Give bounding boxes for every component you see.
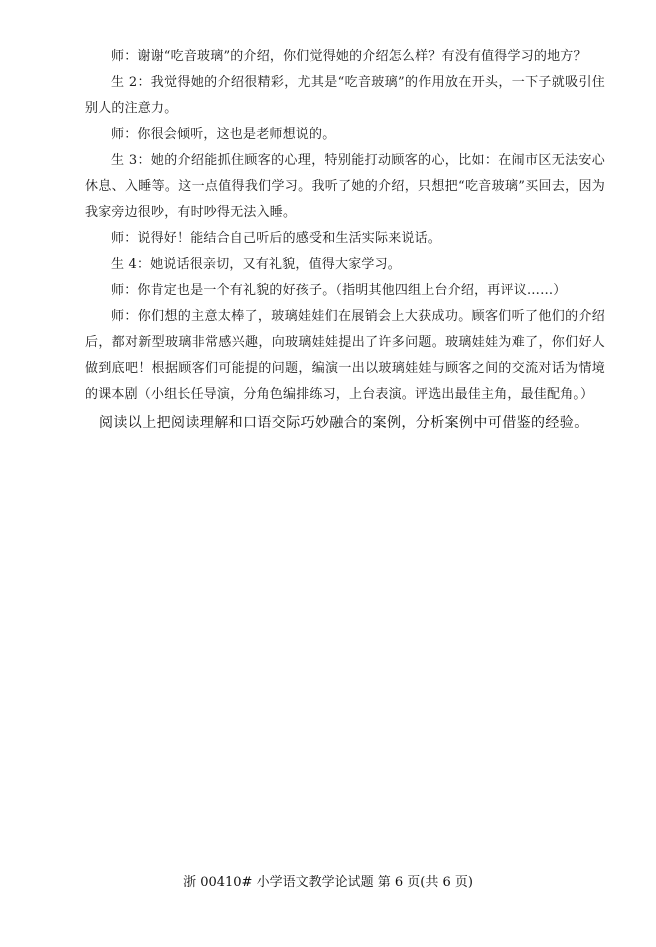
dialogue-teacher-2: 师：你很会倾听，这也是老师想说的。 bbox=[111, 127, 336, 142]
dialogue-student-2: 生 2：我觉得她的介绍很精彩，尤其是“吃音玻璃”的作用放在开头，一下子就吸引住别人的注意力。 bbox=[85, 75, 605, 116]
dialogue-student-4: 生 4：她说话很亲切，又有礼貌，值得大家学习。 bbox=[111, 257, 402, 272]
page-footer: 浙 00410# 小学语文教学论试题 第 6 页(共 6 页) bbox=[183, 875, 473, 890]
dialogue-teacher-4: 师：你肯定也是一个有礼貌的好孩子。（指明其他四组上台介绍，再评议……） bbox=[111, 283, 567, 298]
dialogue-teacher-5: 师：你们想的主意太棒了，玻璃娃娃们在展销会上大获成功。顾客们听了他们的介绍后，都对新型玻璃非常感兴趣，向玻璃娃娃提出了许多问题。玻璃娃娃为难了，你们好人做到底吧！根据顾客们可能提的问题，编演一出以玻璃娃娃与顾客之间的交流对话为情境的课本剧（小组长任导演，分角色编排练习，上台表演。评选出最佳主角，最佳配角。） bbox=[85, 309, 605, 402]
dialogue-student-3: 生 3：她的介绍能抓住顾客的心理，特别能打动顾客的心，比如：在闹市区无法安心休息、入睡等。这一点值得我们学习。我听了她的介绍，只想把“吃音玻璃”买回去，因为我家旁边很吵，有时吵得无法入睡。 bbox=[85, 153, 605, 220]
case-content bbox=[85, 44, 605, 436]
dialogue-teacher-1: 师：谢谢“吃音玻璃”的介绍，你们觉得她的介绍怎么样？有没有值得学习的地方？ bbox=[111, 49, 587, 64]
exam-question: 阅读以上把阅读理解和口语交际巧妙融合的案例，分析案例中可借鉴的经验。 bbox=[99, 415, 589, 431]
dialogue-teacher-3: 师：说得好！能结合自己听后的感受和生活实际来说话。 bbox=[111, 231, 442, 246]
